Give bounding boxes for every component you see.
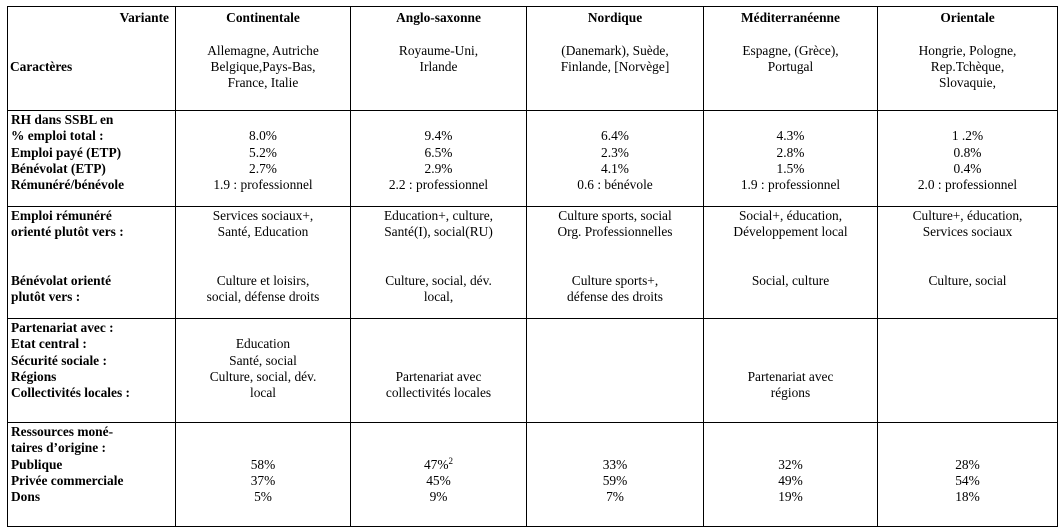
ressources-label-cell: Ressources moné- taires d’origine : Publique Privée commerciale Dons (8, 423, 176, 527)
header-continentale: Continentale Allemagne, Autriche Belgique,Pays-Bas, France, Italie (176, 7, 351, 111)
footnote-marker: 2 (448, 455, 454, 466)
orientation-mediterraneenne: Social+, éducation, Développement local Social, culture (704, 207, 878, 319)
header-label-cell (8, 7, 176, 111)
partenariat-mediterraneenne: Partenariat avec régions (704, 319, 878, 423)
orientation-row (8, 207, 1058, 319)
ressources-anglo-saxonne: 47%$^2$ 45% 9% (351, 423, 527, 527)
rh-label-cell: RH dans SSBL en % emploi total : Emploi payé (ETP) Bénévolat (ETP) Rémunéré/bénévole (8, 111, 176, 207)
partenariat-orientale (878, 319, 1058, 423)
ressources-orientale: 28% 54% 18% (878, 423, 1058, 527)
ressources-nordique: 33% 59% 7% (527, 423, 704, 527)
ressources-row (8, 423, 1058, 527)
header-anglo-saxonne: Anglo-saxonne Royaume-Uni, Irlande (351, 7, 527, 111)
rh-orientale: 1 .2% 0.8% 0.4% 2.0 : professionnel (878, 111, 1058, 207)
rh-row (8, 111, 1058, 207)
rh-nordique: 6.4% 2.3% 4.1% 0.6 : bénévole (527, 111, 704, 207)
orientation-nordique: Culture sports, social Org. Professionnelles Culture sports+, défense des droits (527, 207, 704, 319)
header-row (8, 7, 1058, 111)
header-nordique: Nordique (Danemark), Suède, Finlande, [Norvège] (527, 7, 704, 111)
orientation-orientale: Culture+, éducation, Services sociaux Culture, social (878, 207, 1058, 319)
partenariat-row (8, 319, 1058, 423)
header-orientale: Orientale Hongrie, Pologne, Rep.Tchèque, Slovaquie, (878, 7, 1058, 111)
variante-label: Variante (119, 10, 169, 25)
partenariat-continentale: Education Santé, social Culture, social, dév. local (176, 319, 351, 423)
partenariat-nordique (527, 319, 704, 423)
ressources-mediterraneenne: 32% 49% 19% (704, 423, 878, 527)
comparison-table (7, 6, 1058, 527)
rh-anglo-saxonne: 9.4% 6.5% 2.9% 2.2 : professionnel (351, 111, 527, 207)
partenariat-label-cell: Partenariat avec : Etat central : Sécurité sociale : Régions Collectivités locales : (8, 319, 176, 423)
orientation-continentale: Services sociaux+, Santé, Education Culture et loisirs, social, défense droits (176, 207, 351, 319)
rh-continentale: 8.0% 5.2% 2.7% 1.9 : professionnel (176, 111, 351, 207)
caracteres-label: Caractères (10, 58, 73, 74)
orientation-anglo-saxonne: Education+, culture, Santé(I), social(RU) Culture, social, dév. local, (351, 207, 527, 319)
orientation-label-cell: Emploi rémunéré orienté plutôt vers : Bénévolat orienté plutôt vers : (8, 207, 176, 319)
partenariat-anglo-saxonne: Partenariat avec collectivités locales (351, 319, 527, 423)
rh-mediterraneenne: 4.3% 2.8% 1.5% 1.9 : professionnel (704, 111, 878, 207)
ressources-continentale: 58% 37% 5% (176, 423, 351, 527)
header-mediterraneenne: Méditerranéenne Espagne, (Grèce), Portugal (704, 7, 878, 111)
